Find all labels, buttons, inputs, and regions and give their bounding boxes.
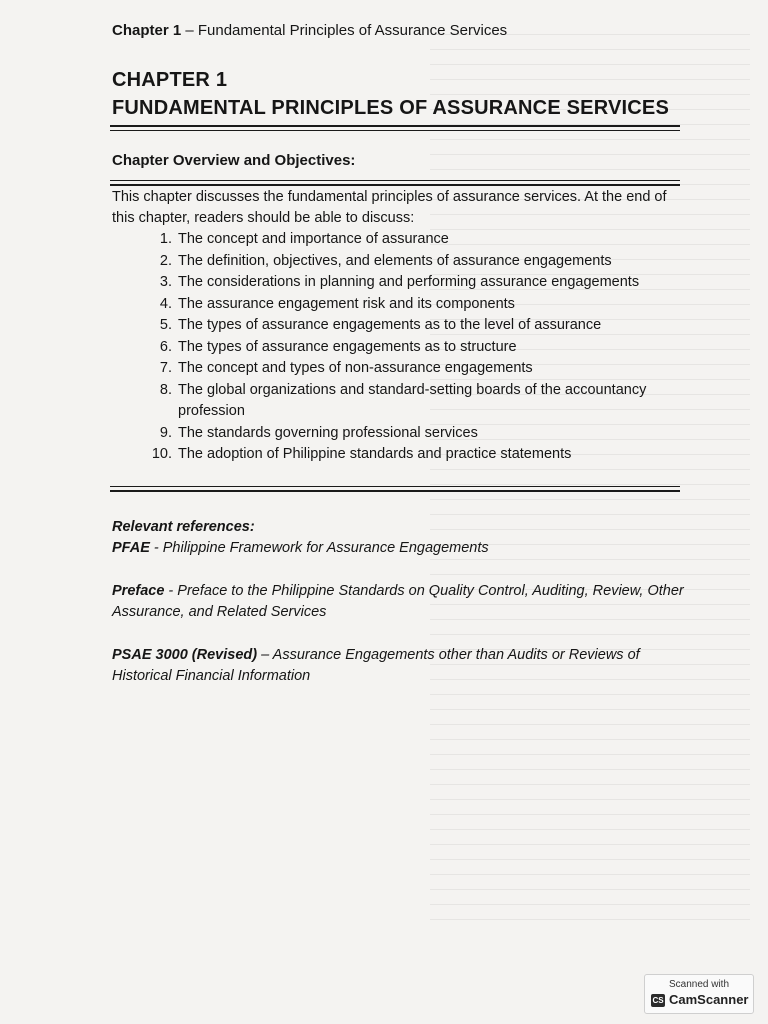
watermark-brand: CamScanner	[669, 992, 749, 1007]
running-header	[112, 22, 507, 39]
reference-separator: -	[149, 540, 163, 556]
watermark-caption: Scanned with	[668, 979, 730, 990]
objective-number: 4.	[159, 295, 172, 312]
overview-heading: Chapter Overview and Objectives:	[112, 152, 356, 169]
reference-description: Assurance Engagements other than Audits or Reviews of Historical Financial Information	[112, 647, 640, 684]
objective-item	[112, 337, 678, 359]
objective-text: The global organizations and standard-setting boards of the accountancy profession	[178, 381, 647, 419]
objective-text: The types of assurance engagements as to structure	[178, 338, 517, 355]
reference-description: Philippine Framework for Assurance Engagements	[162, 540, 489, 556]
chapter-name: FUNDAMENTAL PRINCIPLES OF ASSURANCE SERVICES	[112, 97, 670, 119]
objective-item	[112, 251, 678, 273]
objective-number: 3.	[159, 274, 172, 290]
title-rule-top	[110, 125, 680, 127]
objective-text: The definition, objectives, and elements of assurance engagements	[178, 252, 612, 269]
objective-text: The considerations in planning and performing assurance engagements	[178, 274, 640, 290]
objective-item	[112, 380, 678, 423]
overview-intro: This chapter discusses the fundamental principles of assurance services. At the end of this chapter, readers should be able to discuss:	[112, 189, 667, 226]
reference-code: Preface	[112, 583, 165, 599]
objective-number: 10.	[151, 446, 172, 462]
reference-separator: –	[257, 647, 273, 663]
reference-code: PSAE 3000 (Revised)	[112, 647, 258, 663]
camscanner-watermark	[644, 974, 754, 1014]
overview-rule-bottom	[110, 184, 680, 186]
references-heading	[112, 517, 687, 538]
objective-number: 7.	[159, 360, 172, 376]
reverse-page-bleed	[430, 20, 750, 920]
chapter-number: CHAPTER 1	[112, 69, 228, 91]
objective-item	[112, 358, 678, 380]
chapter-title	[112, 66, 669, 122]
objective-number: 6.	[159, 338, 172, 355]
objective-item	[112, 423, 678, 445]
objective-number: 8.	[159, 381, 172, 398]
spacer	[112, 623, 687, 645]
running-header-chapter: Chapter 1	[112, 22, 182, 39]
title-rule-bottom	[110, 130, 680, 131]
reference-description: Preface to the Philippine Standards on Quality Control, Auditing, Review, Other Assurance, and Related Services	[112, 583, 684, 620]
objective-text: The assurance engagement risk and its components	[178, 295, 515, 312]
objective-number: 5.	[159, 317, 172, 333]
reference-separator: -	[164, 583, 178, 599]
objectives-rule-bottom	[110, 490, 680, 492]
objective-number: 2.	[159, 252, 172, 269]
objectives-rule-top	[110, 486, 680, 487]
objective-text: The concept and types of non-assurance engagements	[178, 360, 533, 376]
reference-item	[112, 538, 687, 559]
objective-item	[112, 229, 678, 251]
running-header-title: – Fundamental Principles of Assurance Services	[181, 22, 508, 39]
overview-rule-top	[110, 180, 680, 181]
objective-text: The types of assurance engagements as to the level of assurance	[178, 317, 602, 333]
objective-number: 9.	[159, 424, 172, 441]
spacer	[112, 559, 687, 581]
references-section	[112, 517, 687, 687]
reference-item	[112, 581, 687, 623]
reference-item	[112, 645, 687, 687]
objective-number: 1.	[159, 231, 172, 247]
camscanner-logo-icon: CS	[652, 996, 664, 1005]
objective-item	[112, 315, 678, 337]
objective-text: The concept and importance of assurance	[178, 231, 449, 247]
objective-item	[112, 272, 678, 294]
objectives-list	[112, 229, 678, 466]
objective-text: The standards governing professional services	[178, 424, 478, 441]
references-heading-text: Relevant references:	[112, 519, 255, 535]
objective-item	[112, 444, 678, 466]
objective-item	[112, 294, 678, 316]
objective-text: The adoption of Philippine standards and practice statements	[178, 446, 572, 462]
reference-code: PFAE	[112, 540, 150, 556]
